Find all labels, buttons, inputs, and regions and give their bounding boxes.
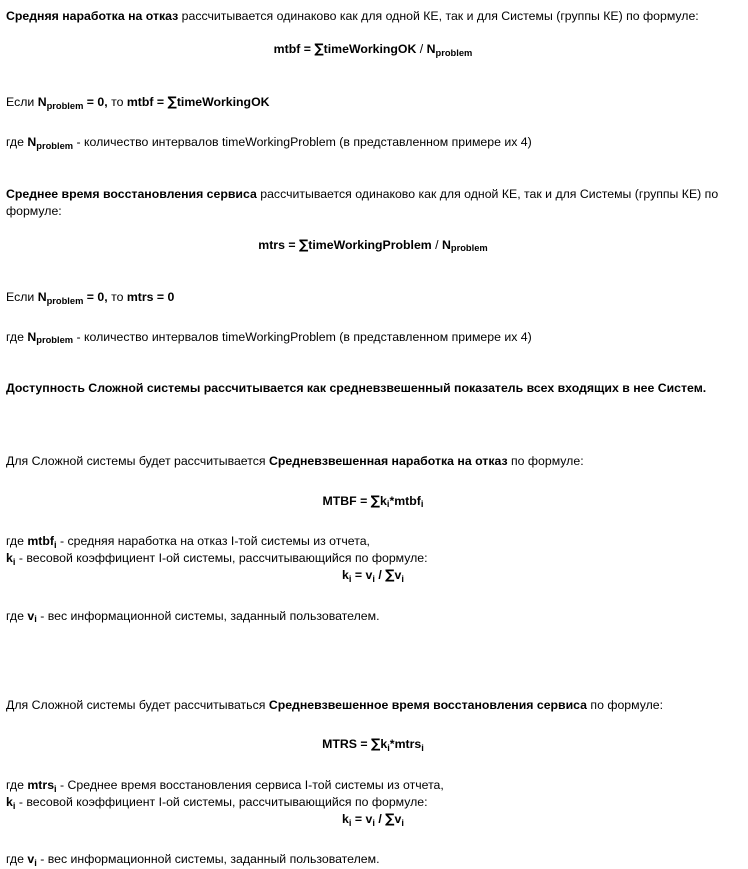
mtbf-condition-line xyxy=(6,94,740,113)
mtrs-intro-text: рассчитывается одинаково как для одной КЕ, так и для Системы (группы КЕ) по формуле: xyxy=(6,186,719,219)
weighted-mtbf-lead xyxy=(6,453,740,470)
mtbf-condition-result-tail: timeWorkingOK xyxy=(176,94,270,109)
k-formula-lhs: k xyxy=(342,811,349,826)
weighted-mtrs-legend-2-text: - весовой коэффициент I-ой системы, рассчитывающийся по формуле: xyxy=(15,794,428,809)
weighted-mtrs-legend-line-1 xyxy=(6,777,740,794)
mtrs-condition-var-sub: problem xyxy=(46,295,84,306)
weighted-mtbf-legend-1-prefix: где xyxy=(6,534,28,549)
k-formula-lhs: k xyxy=(342,568,349,583)
summation-icon: ∑ xyxy=(314,42,324,58)
weighted-mtbf-k-formula xyxy=(6,567,740,586)
mtrs-condition-line xyxy=(6,289,740,306)
spacer xyxy=(6,112,740,134)
availability-statement: Доступность Сложной системы рассчитывается как средневзвешенный показатель всех входящих в нее Систем. xyxy=(6,381,707,396)
mtbf-condition-result: mtbf = xyxy=(126,94,168,109)
mtrs-note-var: N xyxy=(27,329,37,344)
mtbf-formula-divider: / xyxy=(416,42,427,57)
mtbf-note-line xyxy=(6,134,740,151)
mtrs-note-var-sub: problem xyxy=(36,335,74,346)
weighted-mtrs-term1: k xyxy=(380,737,388,752)
mtbf-condition-var-sub: problem xyxy=(46,100,84,111)
weighted-mtbf-legend-3-var: v xyxy=(27,608,35,623)
weighted-mtrs-operator: * xyxy=(389,737,395,752)
weighted-mtrs-legend-1-var: mtrs xyxy=(27,777,55,792)
weighted-mtbf-formula-lhs: MTBF = xyxy=(322,493,371,508)
mtbf-intro-text: рассчитывается одинаково как для одной КЕ, так и для Системы (группы КЕ) по формуле: xyxy=(178,9,699,23)
weighted-mtbf-lead-suffix: по формуле: xyxy=(507,454,584,469)
k-formula-eq: = xyxy=(351,811,366,826)
weighted-mtbf-lead-term: Средневзвешенная наработка на отказ xyxy=(268,454,508,469)
weighted-mtrs-legend-1-var-sub: i xyxy=(54,783,57,794)
spacer xyxy=(6,221,740,237)
mtbf-note-text: - количество интервалов timeWorkingProblem (в представленном примере их 4) xyxy=(73,135,532,150)
mtrs-intro-paragraph xyxy=(6,186,740,221)
weighted-mtbf-legend-3-text: - вес информационной системы, заданный пользователем. xyxy=(36,608,380,623)
weighted-mtbf-legend-3-var-sub: i xyxy=(34,614,37,625)
mtbf-note-var: N xyxy=(27,135,37,150)
mtbf-intro-paragraph xyxy=(6,8,740,25)
spacer xyxy=(6,60,740,94)
weighted-mtrs-lead-prefix: Для Сложной системы будет рассчитываться xyxy=(6,698,269,713)
spacer xyxy=(6,625,740,681)
weighted-mtbf-legend-line-1 xyxy=(6,533,740,550)
mtbf-condition-middle: = 0, xyxy=(83,94,112,109)
weighted-mtrs-legend-3-var: v xyxy=(27,852,35,867)
weighted-mtrs-term2-sub: i xyxy=(421,743,424,754)
k-formula-lhs-sub: i xyxy=(348,817,352,828)
mtrs-intro-term: Среднее время восстановления сервиса xyxy=(6,186,257,201)
weighted-mtbf-operator: * xyxy=(389,493,395,508)
mtbf-formula-denominator: N xyxy=(426,42,436,57)
weighted-mtbf-legend-line-2 xyxy=(6,550,740,567)
spacer xyxy=(6,511,740,533)
k-formula-denominator-sub: i xyxy=(401,817,404,828)
k-formula-denominator: v xyxy=(394,568,402,583)
weighted-mtrs-legend-2-var-sub: i xyxy=(12,800,16,811)
weighted-mtrs-legend-2-var: k xyxy=(6,794,13,809)
weighted-mtrs-lead-term: Средневзвешенное время восстановления сервиса xyxy=(268,698,587,713)
k-formula-denominator: v xyxy=(394,811,402,826)
weighted-mtrs-term1-sub: i xyxy=(387,743,390,754)
weighted-mtrs-legend-1-prefix: где xyxy=(6,777,28,792)
spacer xyxy=(6,586,740,608)
weighted-mtrs-lead xyxy=(6,697,740,714)
k-formula-lhs-sub: i xyxy=(348,573,352,584)
mtrs-condition-middle: = 0, xyxy=(83,290,112,305)
weighted-mtrs-legend-line-2 xyxy=(6,794,740,811)
weighted-mtrs-formula-lhs: MTRS = xyxy=(322,737,372,752)
weighted-mtbf-term2: mtbf xyxy=(394,493,421,508)
summation-icon: ∑ xyxy=(385,568,395,584)
spacer xyxy=(6,255,740,289)
mtbf-formula xyxy=(6,41,740,60)
mtrs-note-prefix: где xyxy=(6,329,28,344)
spacer xyxy=(6,152,740,186)
summation-icon: ∑ xyxy=(370,493,381,509)
mtrs-formula-divider: / xyxy=(431,237,442,252)
mtbf-condition-var: N xyxy=(37,94,47,109)
spacer xyxy=(6,755,740,777)
spacer xyxy=(6,681,740,697)
weighted-mtbf-legend-1-var: mtbf xyxy=(27,534,55,549)
mtbf-formula-lhs: mtbf = xyxy=(273,42,315,57)
mtrs-formula-denominator-sub: problem xyxy=(450,243,488,254)
k-formula-divider: / xyxy=(374,568,386,583)
mtrs-formula xyxy=(6,237,740,256)
mtbf-formula-denominator-sub: problem xyxy=(435,48,473,59)
weighted-mtbf-legend-1-text: - средняя наработка на отказ I-той системы из отчета, xyxy=(56,534,370,549)
summation-icon: ∑ xyxy=(167,94,177,110)
weighted-mtrs-lead-suffix: по формуле: xyxy=(587,698,664,713)
weighted-mtbf-term1-sub: i xyxy=(386,499,390,510)
weighted-mtrs-legend-3-text: - вес информационной системы, заданный пользователем. xyxy=(36,852,380,867)
mtrs-condition-result: mtrs = 0 xyxy=(126,290,175,305)
mtrs-formula-numerator: timeWorkingProblem xyxy=(308,237,432,252)
mtrs-formula-lhs: mtrs = xyxy=(258,237,299,252)
mtbf-intro-term: Средняя наработка на отказ xyxy=(6,9,179,23)
mtbf-condition-prefix: Если xyxy=(6,94,38,109)
spacer xyxy=(6,346,740,380)
weighted-mtrs-legend-3-var-sub: i xyxy=(34,858,37,869)
weighted-mtbf-legend-3-prefix: где xyxy=(6,608,28,623)
weighted-mtbf-legend-2-var-sub: i xyxy=(12,556,16,567)
spacer xyxy=(6,307,740,329)
weighted-mtbf-lead-prefix: Для Сложной системы будет рассчитывается xyxy=(6,454,269,469)
mtrs-condition-prefix: Если xyxy=(6,290,38,305)
spacer xyxy=(6,471,740,493)
weighted-mtrs-legend-1-text: - Среднее время восстановления сервиса I-той системы из отчета, xyxy=(56,777,444,792)
weighted-mtbf-legend-2-text: - весовой коэффициент I-ой системы, рассчитывающийся по формуле: xyxy=(15,551,428,566)
weighted-mtrs-formula xyxy=(6,736,740,755)
mtrs-condition-connector: то xyxy=(111,290,127,305)
mtbf-formula-numerator: timeWorkingOK xyxy=(323,42,417,57)
spacer xyxy=(6,397,740,453)
weighted-mtrs-term2: mtrs xyxy=(394,737,422,752)
mtrs-note-line xyxy=(6,329,740,346)
weighted-mtbf-term1: k xyxy=(380,493,387,508)
mtbf-note-var-sub: problem xyxy=(36,141,74,152)
mtrs-formula-denominator: N xyxy=(442,237,451,252)
k-formula-divider: / xyxy=(374,811,386,826)
k-formula-numerator-sub: i xyxy=(372,817,375,828)
summation-icon: ∑ xyxy=(371,737,381,753)
spacer xyxy=(6,25,740,41)
weighted-mtbf-term2-sub: i xyxy=(420,499,424,510)
spacer xyxy=(6,714,740,736)
weighted-mtrs-legend-3-prefix: где xyxy=(6,852,28,867)
weighted-mtbf-legend-line-3 xyxy=(6,608,740,625)
mtbf-condition-connector: то xyxy=(111,94,127,109)
weighted-mtrs-k-formula xyxy=(6,811,740,830)
k-formula-numerator: v xyxy=(365,811,373,826)
summation-icon: ∑ xyxy=(298,237,309,253)
summation-icon: ∑ xyxy=(385,811,395,827)
mtrs-note-text: - количество интервалов timeWorkingProblem (в представленном примере их 4) xyxy=(73,329,532,344)
k-formula-denominator-sub: i xyxy=(401,573,404,584)
weighted-mtbf-legend-2-var: k xyxy=(6,551,13,566)
k-formula-eq: = xyxy=(351,568,366,583)
spacer xyxy=(6,829,740,851)
mtrs-condition-var: N xyxy=(37,290,47,305)
k-formula-numerator: v xyxy=(365,568,373,583)
k-formula-numerator-sub: i xyxy=(372,573,375,584)
weighted-mtbf-formula xyxy=(6,493,740,512)
weighted-mtbf-legend-1-var-sub: i xyxy=(54,539,57,550)
weighted-mtrs-legend-line-3 xyxy=(6,851,740,868)
mtbf-note-prefix: где xyxy=(6,135,28,150)
